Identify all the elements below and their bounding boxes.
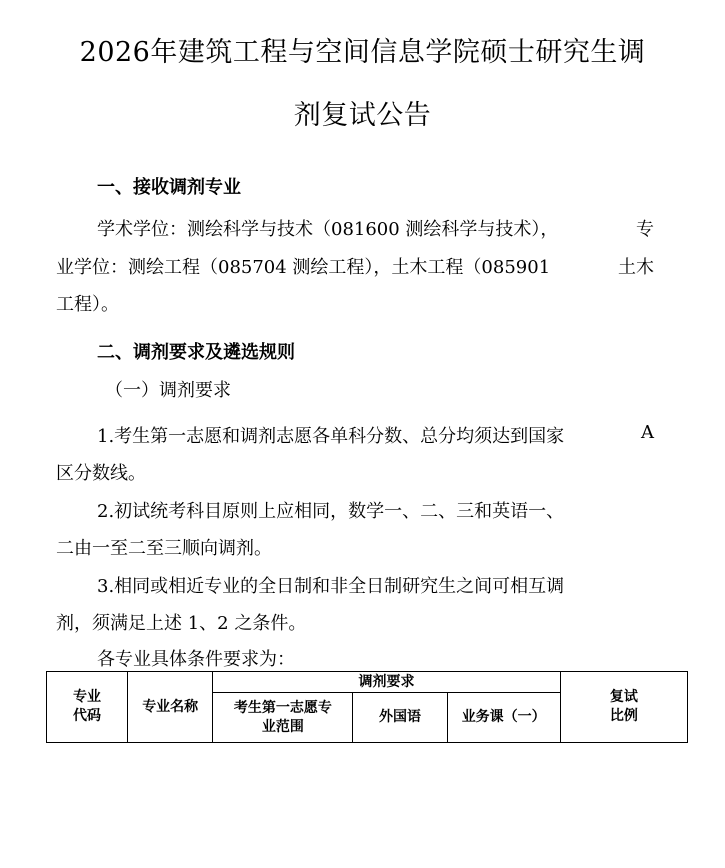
page-title-line-1: 2026年建筑工程与空间信息学院硕士研究生调 xyxy=(79,37,646,68)
section-1-line-1-text: 学术学位：测绘科学与技术（081600 测绘科学与技术）， xyxy=(97,219,559,240)
section-1-paragraph-line-2 xyxy=(56,253,654,279)
section-1-line-1-end: 专 xyxy=(636,219,654,240)
section-1-paragraph-line-1 xyxy=(97,215,654,241)
section-1-paragraph-line-3: 工程）。 xyxy=(56,294,119,315)
header-major-code: 专业代码 xyxy=(47,672,128,743)
header-first-choice-range: 考生第一志愿专业范围 xyxy=(213,693,353,743)
table-header-row-1 xyxy=(47,672,688,693)
requirements-table xyxy=(46,671,688,743)
header-retest-ratio: 复试比例 xyxy=(560,672,687,743)
section-2-heading: 二、调剂要求及遴选规则 xyxy=(97,342,295,363)
requirement-1-line-1 xyxy=(97,422,654,448)
requirement-1-end: A xyxy=(641,422,654,443)
requirement-2-line-1: 2.初试统考科目原则上应相同，数学一、二、三和英语一、 xyxy=(97,501,565,522)
page-title-line-2: 剂复试公告 xyxy=(293,100,432,131)
requirement-2-line-2: 二由一至二至三顺向调剂。 xyxy=(56,538,272,559)
section-1-heading: 一、接收调剂专业 xyxy=(97,177,241,198)
header-major-name: 专业名称 xyxy=(128,672,213,743)
requirement-1-line-2: 区分数线。 xyxy=(56,463,146,484)
requirement-1-text: 1.考生第一志愿和调剂志愿各单科分数、总分均须达到国家 xyxy=(97,426,565,447)
section-2-subheading: （一）调剂要求 xyxy=(105,380,231,401)
header-course-1: 业务课（一） xyxy=(447,693,560,743)
requirement-3-line-1: 3.相同或相近专业的全日制和非全日制研究生之间可相互调 xyxy=(97,576,565,597)
header-requirements-group: 调剂要求 xyxy=(213,672,561,693)
requirement-3-line-2: 剂，须满足上述 1、2 之条件。 xyxy=(56,613,307,634)
table-intro: 各专业具体条件要求为： xyxy=(97,649,295,670)
section-1-line-2-text: 业学位：测绘工程（085704 测绘工程），土木工程（085901 xyxy=(56,257,551,278)
header-foreign-language: 外国语 xyxy=(353,693,447,743)
section-1-line-2-end: 土木 xyxy=(618,257,654,278)
